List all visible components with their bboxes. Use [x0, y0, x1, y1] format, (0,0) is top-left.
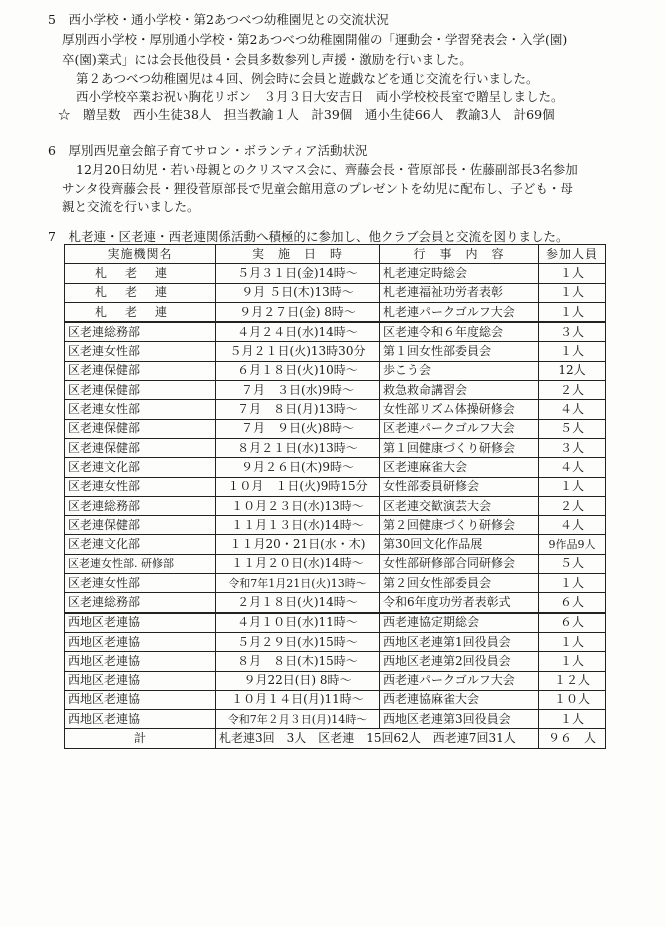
org-cell: 西地区老連協 [65, 613, 216, 633]
count-cell: ５人 [539, 419, 606, 438]
event-cell: 札老連定時総会 [380, 264, 539, 283]
table-row [65, 361, 606, 380]
count-cell: 9作品9人 [539, 535, 606, 554]
table-row [65, 400, 606, 419]
count-cell: １人 [539, 264, 606, 283]
count-cell: １人 [539, 632, 606, 651]
table-row [65, 283, 606, 302]
count-cell: ４人 [539, 458, 606, 477]
org-cell: 区老連総務部 [65, 322, 216, 342]
date-cell: ９月２７日(金) 8時～ [216, 302, 380, 322]
date-cell: ７月 ３日(水)9時～ [216, 381, 380, 400]
event-cell: 歩こう会 [380, 361, 539, 380]
count-cell: １２人 [539, 671, 606, 690]
org-cell: 区老連保健部 [65, 381, 216, 400]
section6-text-line2: サンタ役齊藤会長・狸役菅原部長で児童会館用意のプレゼントを幼児に配布し、子ども・母 [62, 181, 573, 196]
table-row [65, 381, 606, 400]
count-cell: １人 [539, 342, 606, 361]
section5-title: 5 西小学校・通小学校・第2あつべつ幼稚園児との交流状況 [48, 12, 389, 27]
table-row [65, 632, 606, 651]
org-cell: 区老連女性部 [65, 574, 216, 593]
table-row [65, 322, 606, 342]
date-cell: １０月２３日(水)13時～ [216, 496, 380, 515]
org-cell: 区老連保健部 [65, 361, 216, 380]
org-cell: 区老連女性部 [65, 477, 216, 496]
total-summary: 札老連3回 3人 区老連 15回62人 西老連7回31人 [216, 729, 539, 748]
org-cell: 西地区老連協 [65, 652, 216, 671]
event-cell: 札老連福祉功労者表彰 [380, 283, 539, 302]
table-row [65, 438, 606, 457]
date-cell: １０月 １日(火)9時15分 [216, 477, 380, 496]
count-cell: １人 [539, 302, 606, 322]
table-row [65, 535, 606, 554]
date-cell: １１月20・21日(水・木) [216, 535, 380, 554]
event-cell: 第１回女性部委員会 [380, 342, 539, 361]
date-cell: ６月１８日(火)10時～ [216, 361, 380, 380]
org-cell: 区老連総務部 [65, 496, 216, 515]
section6-text-line1: 12月20日幼児・若い母親とのクリスマス会に、齊藤会長・菅原部長・佐藤副部長3名参加 [76, 162, 578, 177]
event-cell: 西地区老連第2回役員会 [380, 652, 539, 671]
count-cell: ４人 [539, 516, 606, 535]
section7-title: 7 札老連・区老連・西老連関係活動へ積極的に参加し、他クラブ会員と交流を図りました。 [48, 229, 569, 244]
event-cell: 西地区老連第3回役員会 [380, 710, 539, 729]
table-row [65, 593, 606, 613]
date-cell: ５月２１日(火)13時30分 [216, 342, 380, 361]
count-cell: １人 [539, 710, 606, 729]
date-cell: １１月１３日(水)14時～ [216, 516, 380, 535]
count-cell: １人 [539, 283, 606, 302]
org-cell: 札老連 [65, 283, 216, 302]
table-row [65, 477, 606, 496]
date-cell: 令和7年２月３日(月)14時～ [216, 710, 380, 729]
event-cell: 区老連パークゴルフ大会 [380, 419, 539, 438]
section5-text-line1: 厚別西小学校・厚別通小学校・第2あつべつ幼稚園開催の「運動会・学習発表会・入学(園) [62, 32, 568, 47]
count-cell: １人 [539, 652, 606, 671]
total-count: ９６ 人 [539, 729, 606, 748]
section6-title: 6 厚別西児童会館子育てサロン・ボランティア活動状況 [48, 143, 368, 158]
org-cell: 西地区老連協 [65, 710, 216, 729]
event-cell: 第１回健康づくり研修会 [380, 438, 539, 457]
table-row [65, 302, 606, 322]
count-cell: １０人 [539, 690, 606, 709]
org-cell: 区老連総務部 [65, 593, 216, 613]
count-cell: １人 [539, 477, 606, 496]
org-cell: 区老連保健部 [65, 419, 216, 438]
date-cell: ７月 ８日(月)13時～ [216, 400, 380, 419]
event-cell: 西老連協麻雀大会 [380, 690, 539, 709]
date-cell: ４月１０日(水)11時～ [216, 613, 380, 633]
org-cell: 西地区老連協 [65, 632, 216, 651]
table-row [65, 574, 606, 593]
table-row [65, 671, 606, 690]
event-cell: 女性部リズム体操研修会 [380, 400, 539, 419]
event-cell: 救急救命講習会 [380, 381, 539, 400]
section5-text-line3: 第２あつべつ幼稚園児は４回、例会時に会員と遊戯などを通じ交流を行いました。 [76, 71, 539, 86]
event-cell: 区老連麻雀大会 [380, 458, 539, 477]
header-participants: 参加人員 [539, 245, 606, 264]
date-cell: ８月 ８日(木)15時～ [216, 652, 380, 671]
org-cell: 区老連文化部 [65, 458, 216, 477]
table-row [65, 458, 606, 477]
event-cell: 西老連パークゴルフ大会 [380, 671, 539, 690]
count-cell: ２人 [539, 381, 606, 400]
org-cell: 区老連女性部. 研修部 [65, 554, 216, 573]
total-label: 計 [65, 729, 216, 748]
org-cell: 区老連保健部 [65, 516, 216, 535]
event-cell: 女性部研修部合同研修会 [380, 554, 539, 573]
table-row [65, 690, 606, 709]
date-cell: ２月１８日(火)14時～ [216, 593, 380, 613]
count-cell: ５人 [539, 554, 606, 573]
date-cell: ５月２９日(水)15時～ [216, 632, 380, 651]
event-cell: 第２回健康づくり研修会 [380, 516, 539, 535]
section5-gift-summary: ☆ 贈呈数 西小生徒38人 担当教諭１人 計39個 通小生徒66人 教諭3人 計69個 [58, 107, 555, 122]
table-header-row [65, 245, 606, 264]
date-cell: １１月２０日(水)14時～ [216, 554, 380, 573]
date-cell: ９月２６日(木)9時～ [216, 458, 380, 477]
date-cell: １０月１４日(月)11時～ [216, 690, 380, 709]
table-row [65, 652, 606, 671]
table-row [65, 613, 606, 633]
header-organization: 実施機関名 [65, 245, 216, 264]
section6-text-line3: 親と交流を行いました。 [62, 199, 200, 214]
table-row [65, 710, 606, 729]
count-cell: ３人 [539, 438, 606, 457]
table-row [65, 264, 606, 283]
date-cell: ９月22日(日) 8時～ [216, 671, 380, 690]
count-cell: ４人 [539, 400, 606, 419]
activities-table [64, 244, 606, 749]
table-row [65, 496, 606, 515]
org-cell: 西地区老連協 [65, 690, 216, 709]
count-cell: １人 [539, 574, 606, 593]
count-cell: ６人 [539, 613, 606, 633]
org-cell: 区老連保健部 [65, 438, 216, 457]
event-cell: 第30回文化作品展 [380, 535, 539, 554]
org-cell: 西地区老連協 [65, 671, 216, 690]
org-cell: 札老連 [65, 302, 216, 322]
header-event: 行 事 内 容 [380, 245, 539, 264]
count-cell: ２人 [539, 496, 606, 515]
event-cell: 区老連交歓演芸大会 [380, 496, 539, 515]
table-row [65, 516, 606, 535]
table-row [65, 419, 606, 438]
section5-text-line2: 卒(園)業式」には会長他役員・会員多数参列し声援・激励を行いました。 [62, 52, 472, 67]
event-cell: 西地区老連第1回役員会 [380, 632, 539, 651]
section5-text-line4: 西小学校卒業お祝い胸花リボン ３月３日大安吉日 両小学校校長室で贈呈しました。 [76, 89, 564, 104]
header-date: 実 施 日 時 [216, 245, 380, 264]
date-cell: ９月 ５日(木)13時～ [216, 283, 380, 302]
date-cell: 令和7年1月21日(火)13時～ [216, 574, 380, 593]
table-row [65, 554, 606, 573]
event-cell: 第２回女性部委員会 [380, 574, 539, 593]
org-cell: 区老連女性部 [65, 400, 216, 419]
count-cell: ６人 [539, 593, 606, 613]
date-cell: ８月２１日(水)13時～ [216, 438, 380, 457]
date-cell: ７月 ９日(火)8時～ [216, 419, 380, 438]
event-cell: 西老連協定期総会 [380, 613, 539, 633]
count-cell: ３人 [539, 322, 606, 342]
org-cell: 札老連 [65, 264, 216, 283]
table-total-row [65, 729, 606, 748]
date-cell: ５月３１日(金)14時～ [216, 264, 380, 283]
org-cell: 区老連文化部 [65, 535, 216, 554]
count-cell: 12人 [539, 361, 606, 380]
date-cell: ４月２４日(水)14時～ [216, 322, 380, 342]
table-row [65, 342, 606, 361]
org-cell: 区老連女性部 [65, 342, 216, 361]
event-cell: 区老連令和６年度総会 [380, 322, 539, 342]
event-cell: 女性部委員研修会 [380, 477, 539, 496]
event-cell: 令和6年度功労者表彰式 [380, 593, 539, 613]
event-cell: 札老連パークゴルフ大会 [380, 302, 539, 322]
